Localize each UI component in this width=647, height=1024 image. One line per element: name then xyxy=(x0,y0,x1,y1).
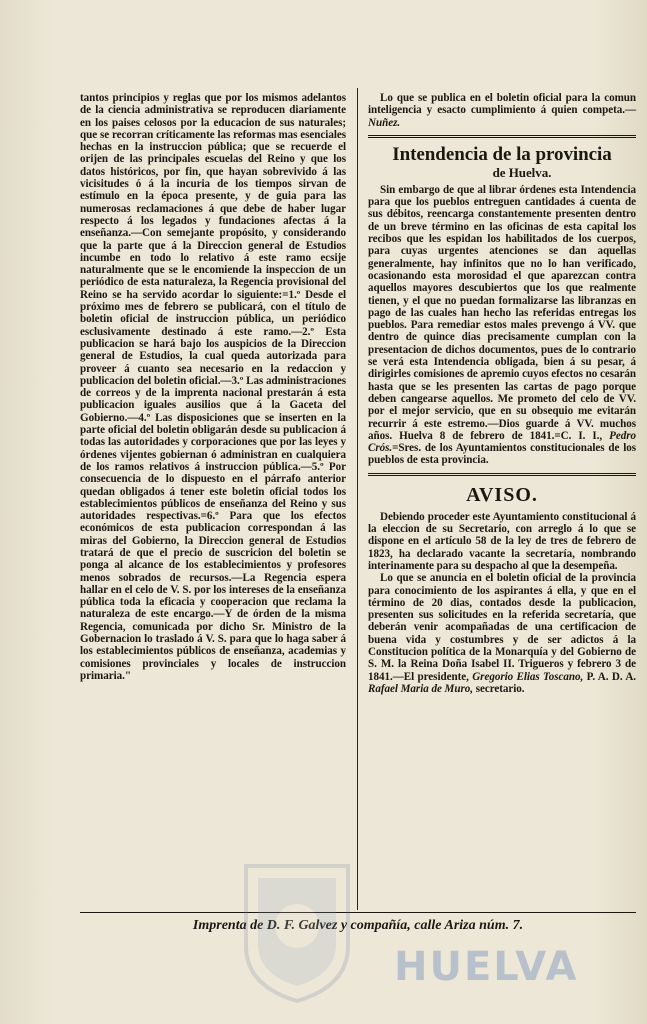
aviso-president: Gregorio Elias Toscano, xyxy=(472,670,584,683)
publication-notice: Lo que se publica en el boletin oficial para la comun inteligencia y esacto cumplimiento á quien competa.—Nuñez. xyxy=(368,92,636,129)
intendencia-signer: Pedro Crós. xyxy=(368,429,636,455)
aviso-secretary: Rafael Maria de Muro, xyxy=(368,682,473,695)
left-column xyxy=(80,92,346,682)
huelva-watermark: HUELVA xyxy=(394,944,579,990)
intendencia-text: Sin embargo de que al librar órdenes esta Intendencia para que los pueblos entreguen cantidades á cuenta de sus débitos, reencarga constantemente presenten dentro de un breve término en las oficinas de esta capital los recibos que les espidan los habilitados de los cuerpos, para cuyas urgentes atenciones se dan aquellas generalmente, hay infinitos que no lo han verificado, ocasionando esta morosidad el que aparezcan contra aquellos mayores descubiertos que los que realmente tienen, y el que no puedan formalizarse las libranzas en pago de las cuales han hecho las referidas entregas los pueblos. Para remediar estos males prevengo á VV. que dentro de quince dias precisamente cumplan con la presentacion de dichos documentos, pues de lo contrario se verá esta Intendencia obligada, bien á su pesar, á dirigirles comisiones de apremio cuyos efectos no cesarán hasta que se les presenten las cartas de pago porque deben cangearse aquellos. Me prometo del celo de VV. por el mejor servicio, que en su obsequio me evitarán recurrir á este estremo.—Dios guarde á VV. muchos años. Huelva 8 de febrero de 1841.=C. I. I., Pedro Crós.=Sres. de los Ayuntamientos constitucionales de los pueblos de esta provincia. xyxy=(368,183,636,467)
aviso-title: AVISO. xyxy=(466,483,538,506)
archive-stamp-icon xyxy=(236,856,358,1006)
column-divider xyxy=(357,88,358,910)
right-column xyxy=(368,92,636,695)
intendencia-subtitle: de Huelva. xyxy=(492,164,552,180)
intendencia-title: Intendencia de la provincia xyxy=(392,143,612,165)
aviso-paragraph-2: Lo que se anuncia en el boletin oficial de la provincia para conocimiento de los aspirantes á ella, y que en el término de 20 dias, contados desde la publicacion, presenten sus solicitudes en la referida secretaría, que deberán venir acompañadas de una certificacion de buena vida y costumbres y de ser adictos á la Constitucion política de la Monarquía y del Gobierno de S. M. la Reina Doña Isabel II. Trigueros y febrero 3 de 1841.—El presidente, Gregorio Elias Toscano, P. A. D. A. Rafael Maria de Muro, secretario. xyxy=(368,572,637,695)
decree-text: tantos principios y reglas que por los mismos adelantos de la ciencia administrativa se reproducen diariamente en los paises celosos por la educacion de sus naturales; que se recorran críticamente las reformas mas esenciales hechas en la instruccion pública; que se recuerde el orijen de las principales escuelas del Reino y que los datos históricos, por fin, que hayan sobrevivido á las vicisitudes ó á la incuria de los tiempos sirvan de estímulo en la época presente, y de guia para las numerosas reclamaciones á que debe de haber lugar respecto á los legados y fundaciones afectas á la enseñanza.—Con semejante propósito, y considerando que la parte que á la Direccion general de Estudios incumbe en todo lo relativo á este ramo ecsije naturalmente que se le encomiende la inspeccion de un periódico de esta naturaleza, la Regencia provisional del Reino se ha servido acordar lo siguiente:=1.º Desde el próximo mes de febrero se publicará, con el título de boletin oficial de instruccion pública, un periódico esclusivamente destinado á este ramo.—2.º Esta publicacion se hará bajo los auspicios de la Direccion general de Estudios, la cual queda autorizada para proveer á cuanto sea necesario en la redaccion y publicacion del boletin oficial.—3.º Las administraciones de correos y de la imprenta nacional prestarán á esta publicacion iguales ausilios que á la Gaceta del Gobierno.—4.º Las disposiciones que se inserten en la parte oficial del boletin obligarán desde su publicacion á todas las autoridades y corporaciones que por las leyes y órdenes vijentes gobiernan ó administran en cualquiera de los ramos relativos á instruccion pública.—5.º Por consecuencia de lo dispuesto en el párrafo anterior quedan obligados á tener este boletin oficial todos los establecimientos públicos de enseñanza del Reino y sus autoridades respectivas.=6.º Para que los efectos económicos de esta publicacion correspondan á las miras del Gobierno, la Direccion general de Estudios tratará de que el precio de suscricion del boletin se ponga al alcance de los establecimientos y profesores menos sobrados de recursos.—La Regencia espera hallar en el celo de V. S. por los intereses de la enseñanza pública toda la eficacia y cooperacion que reclama la naturaleza de este encargo.—Y de órden de la misma Regencia, comunicada por dicho Sr. Ministro de la Gobernacion lo traslado á V. S. para que lo haga saber á los establecimientos públicos de enseñanza, academias y comisiones provinciales y locales de instruccion primaria." xyxy=(80,92,346,682)
printer-imprint: Imprenta de D. F. Galvez y compañía, calle Ariza núm. 7. xyxy=(80,912,636,934)
notice-signature: Nuñez. xyxy=(368,116,401,129)
section-divider xyxy=(368,135,636,139)
aviso-paragraph-1: Debiendo proceder este Ayuntamiento constitucional á la eleccion de su Secretario, con arreglo á lo que se dispone en el artículo 58 de la ley de tres de febrero de 1823, ha declarado vacante la secretaría, nombrando interinamente para su despacho al que la desempeña. xyxy=(368,510,636,572)
section-divider xyxy=(368,473,636,477)
